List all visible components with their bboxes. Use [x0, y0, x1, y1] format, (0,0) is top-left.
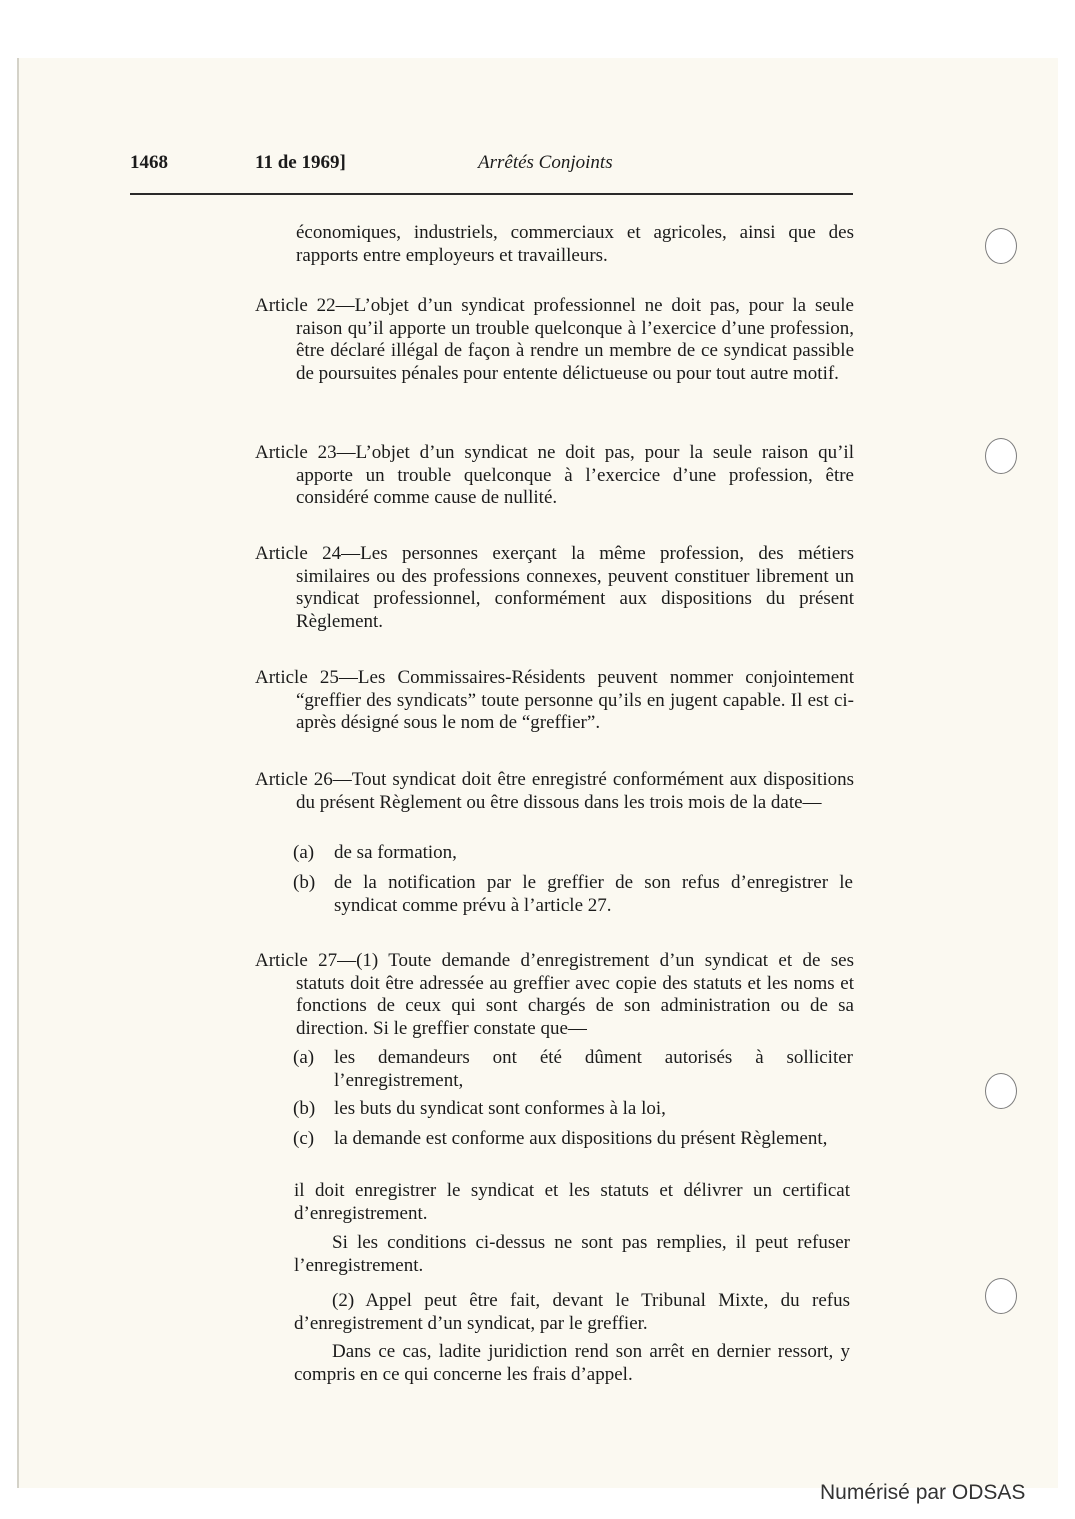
article-26-intro: Article 26—Tout syndicat doit être enregistré conformément aux dispositions du présent Règlement ou être dissous dans les trois mois de la date—: [255, 769, 854, 813]
article-23: Article 23—L’objet d’un syndicat ne doit pas, pour la seule raison qu’il apporte un trouble quelconque à l’exercice d’une profession, être considéré comme cause de nullité.: [255, 442, 854, 509]
article-27-appeal: (2) Appel peut être fait, devant le Tribunal Mixte, du refus d’enregistrement d’un syndicat, par le greffier.: [294, 1290, 850, 1334]
list-item-text: les demandeurs ont été dûment autorisés à solliciter l’enregistrement,: [334, 1047, 853, 1091]
page-number: 1468: [130, 152, 168, 173]
punch-hole: [985, 438, 1017, 474]
list-item-label: (b): [293, 872, 316, 893]
punch-hole: [985, 1278, 1017, 1314]
list-item: [293, 1128, 853, 1151]
punch-hole: [985, 228, 1017, 264]
punch-hole: [985, 1073, 1017, 1109]
binding-edge: [17, 58, 19, 1488]
list-item: [293, 872, 853, 917]
list-item-text: de la notification par le greffier de son refus d’enregistrer le syndicat comme prévu à l’article 27.: [334, 872, 853, 916]
list-item-label: (a): [293, 842, 315, 863]
article-24: Article 24—Les personnes exerçant la même profession, des métiers similaires ou des professions connexes, peuvent constituer librement un syndicat professionnel, conformément aux dispositions du présent Règlement.: [255, 543, 854, 632]
list-item: [293, 1098, 853, 1121]
list-item: [293, 1047, 853, 1092]
article-25: Article 25—Les Commissaires-Résidents peuvent nommer conjointement “greffier des syndicats” toute personne qu’ils en jugent capable. Il est ci-après désigné sous le nom de “greffier”.: [255, 667, 854, 734]
article-27-refusal: Si les conditions ci-dessus ne sont pas remplies, il peut refuser l’enregistrement.: [294, 1232, 850, 1276]
article-22: Article 22—L’objet d’un syndicat professionnel ne doit pas, pour la seule raison qu’il apporte un trouble quelconque à l’exercice d’une profession, être déclaré illégal de façon à rendre un membre de ce syndicat passible de poursuites pénales pour entente délictueuse ou pour tout autre motif.: [255, 295, 854, 384]
list-item-text: de sa formation,: [334, 842, 457, 863]
digitization-credit: Numérisé par ODSAS: [820, 1481, 1026, 1504]
header-rule: [130, 193, 853, 195]
list-item-label: (c): [293, 1128, 315, 1149]
continuation-paragraph: économiques, industriels, commerciaux et agricoles, ainsi que des rapports entre employeurs et travailleurs.: [296, 222, 854, 266]
list-item-label: (a): [293, 1047, 315, 1068]
list-item-text: la demande est conforme aux dispositions du présent Règlement,: [334, 1128, 828, 1149]
article-27-intro: Article 27—(1) Toute demande d’enregistrement d’un syndicat et de ses statuts doit être adressée au greffier avec copie des statuts et les noms et fonctions de ceux qui sont chargés de son administration ou de sa direction. Si le greffier constate que—: [255, 950, 854, 1039]
article-27-conclusion: il doit enregistrer le syndicat et les statuts et délivrer un certificat d’enregistrement.: [294, 1180, 850, 1224]
list-item: [293, 842, 853, 865]
list-item-label: (b): [293, 1098, 316, 1119]
running-header: [0, 152, 1075, 182]
running-title: Arrêtés Conjoints: [478, 152, 613, 173]
article-27-final: Dans ce cas, ladite juridiction rend son arrêt en dernier ressort, y compris en ce qui concerne les frais d’appel.: [294, 1341, 850, 1385]
header-date: 11 de 1969]: [255, 152, 346, 173]
list-item-text: les buts du syndicat sont conformes à la loi,: [334, 1098, 666, 1119]
